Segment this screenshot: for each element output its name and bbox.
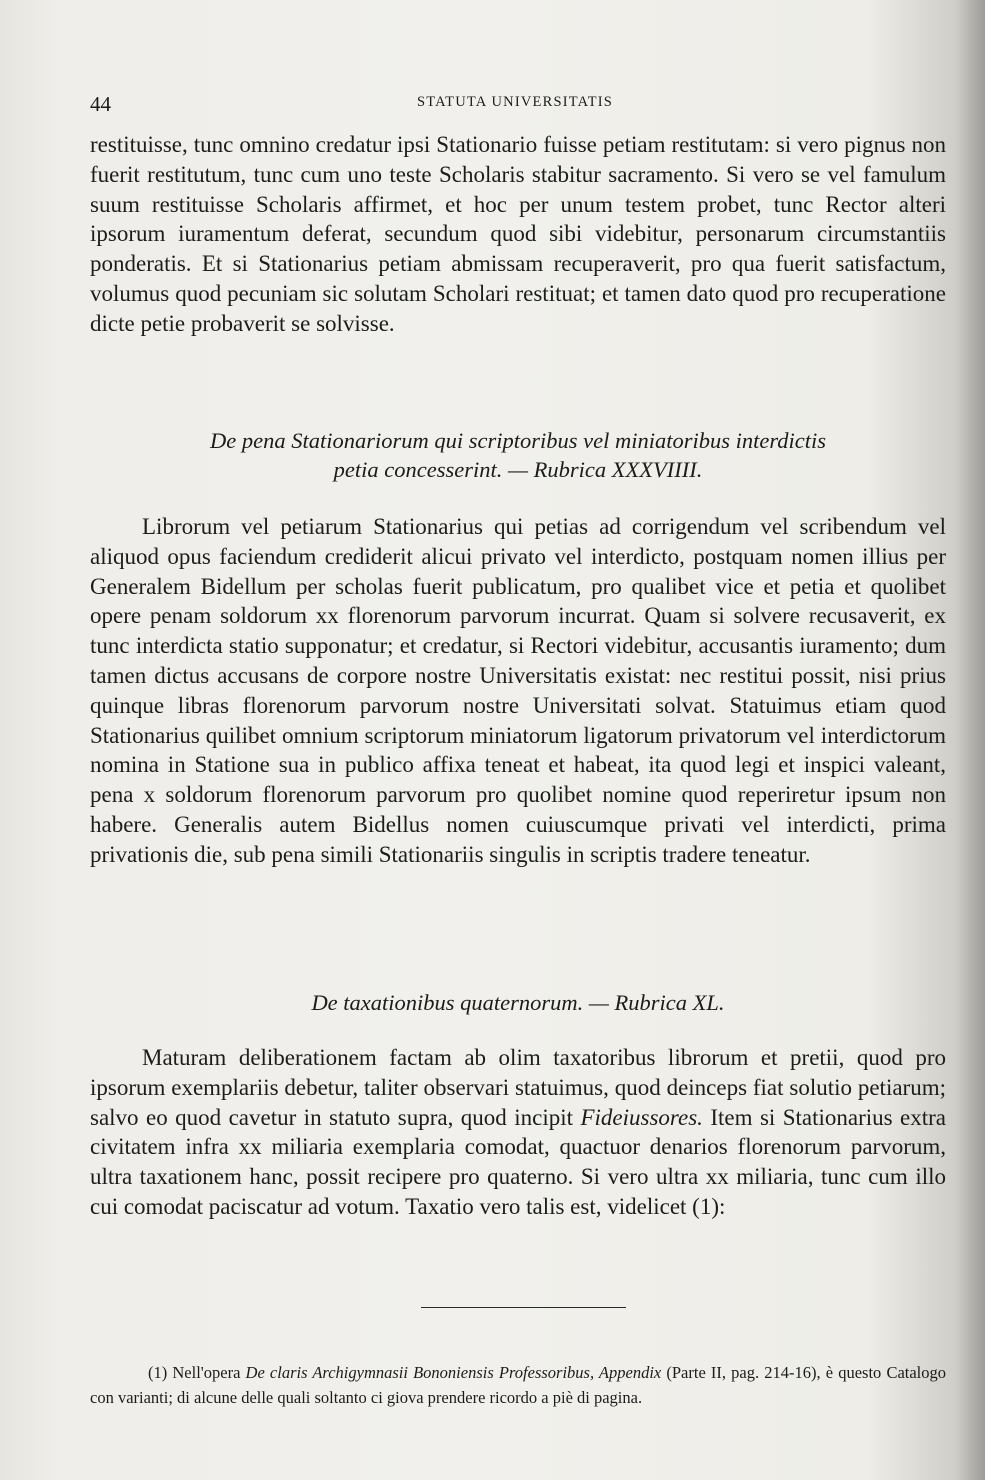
page-number: 44: [90, 92, 111, 116]
rubric-39-paragraph: [90, 512, 946, 870]
rubric-40-heading: [90, 988, 946, 1017]
running-head: [90, 92, 940, 118]
footnote-second-line: è questo Catalogo con varianti; di alcune delle quali soltanto ci giova prendere ricordo a piè di pagina.: [90, 1363, 947, 1407]
rubric-39-heading: [90, 426, 946, 484]
footnote-work-title: De claris Archigymnasii Bononiensis Professoribus, Appendix: [245, 1363, 662, 1382]
rubric-40-text: [90, 1043, 946, 1222]
footnote-separator: [421, 1307, 626, 1308]
footnote-reference: (Parte II, pag. 214-16),: [666, 1363, 821, 1382]
continuation-text: restituisse, tunc omnino credatur ipsi Stationario fuisse petiam restitutam: si vero pignus non fuerit restitutum, tunc cum uno teste Scholaris stabitur sacramento. Si vero se vel famulum suum restituisse Scholaris affirmet, et hoc per unum testem probet, tunc Rector alteri ipsorum iuramentum deferat, secundum quod sibi videbitur, personarum circumstantiis ponderatis. Et si Stationarius petiam abmissam recuperaverit, pro qua fuerit satisfactum, volumus quod pecuniam sic solutam Scholari restituat; et tamen dato quod pro recuperatione dicte petie probaverit se solvisse.: [90, 132, 946, 336]
rubric-39-line-1: De pena Stationariorum qui scriptoribus vel miniatoribus interdictis: [209, 428, 827, 453]
rubric-39-text: Librorum vel petiarum Stationarius qui petias ad corrigendum vel scribendum vel aliquod opus faciendum crediderit alicui privato vel interdicto, postquam nomen illius per Generalem Bidellum per scholas fuerit publicatum, pro qualibet vice et petia et quolibet opere penam soldorum xx florenorum parvorum incurrat. Quam si solvere recusaverit, ex tunc interdicta statio supponatur; et credatur, si Rectori videbitur, accusantis iuramento; dum tamen dictus accusans de corpore nostre Universitatis existat: nec restitui possit, nisi prius quinque libras florenorum parvorum nostre Universitati solvat. Statuimus etiam quod Stationarius quilibet omnium scriptorum miniatorum ligatorum privatorum vel interdictorum nomina in Statione sua in publico affixa teneat et habeat, ita quod legi et inspici valeant, pena x soldorum florenorum parvorum pro quolibet nomine quod reperiretur ipsum non habere. Generalis autem Bidellus nomen cuiuscumque privati vel interdicti, prima privationis die, sub pena simili Stationariis singulis in scriptis tradere teneatur.: [90, 514, 946, 867]
rubric-40-title: De taxationibus quaternorum. — Rubrica XL.: [311, 990, 725, 1015]
fideiussores-term: Fideiussores.: [580, 1104, 703, 1130]
footnote-text: [90, 1360, 946, 1410]
rubric-40-text-part-2: Item si Stationarius extra civitatem infra xx miliaria exemplaria comodat, quactuor denarios florenorum parvorum, ultra taxationem hanc, possit recipere pro quaterno. Si vero ultra xx miliaria, tunc cum illo cui comodat paciscatur ad votum. Taxatio vero talis est, videlicet (1):: [90, 1104, 947, 1219]
rubric-39-line-2: petia concesserint. — Rubrica XXXVIIII.: [333, 457, 703, 482]
continuation-paragraph: [90, 130, 946, 339]
rubric-40-text-part-1: Maturam deliberationem factam ab olim taxatoribus librorum et pretii, quod pro ipsorum exemplariis debetur, taliter observari statuimus, quod deinceps fiat solutio petiarum; salvo eo quod cavetur in statuto supra, quod incipit: [90, 1045, 946, 1130]
footnote-marker: (1) Nell'opera: [148, 1363, 241, 1382]
footnote: [90, 1360, 946, 1410]
rubric-40-paragraph: [90, 1043, 946, 1222]
running-title: STATUTA UNIVERSITATIS: [416, 94, 614, 110]
